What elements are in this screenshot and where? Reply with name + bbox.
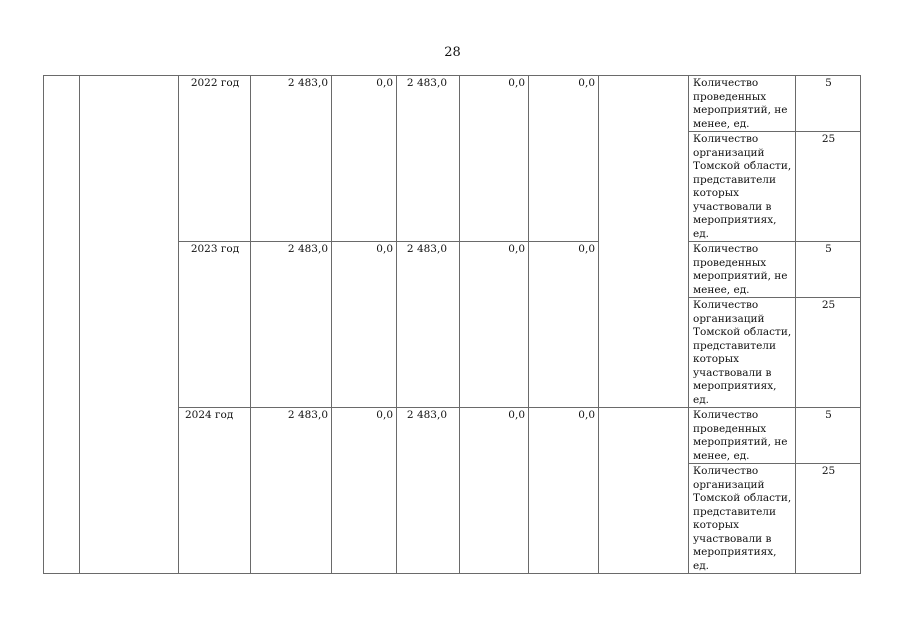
total-cell: 2 483,0 xyxy=(251,242,332,408)
indicator-value: 5 xyxy=(796,408,861,464)
year-cell: 2022 год xyxy=(179,76,251,242)
indicator-value: 25 xyxy=(796,298,861,408)
year-cell: 2024 год xyxy=(179,408,251,574)
local-cell: 0,0 xyxy=(460,242,529,408)
table-row xyxy=(44,76,861,132)
federal-cell: 0,0 xyxy=(332,76,397,242)
indicator-value: 25 xyxy=(796,132,861,242)
empty-cell-name xyxy=(80,76,179,574)
federal-cell: 0,0 xyxy=(332,242,397,408)
page-number: 28 xyxy=(444,45,461,60)
indicator-value: 25 xyxy=(796,464,861,574)
year-cell: 2023 год xyxy=(179,242,251,408)
regional-cell: 2 483,0 xyxy=(397,242,460,408)
indicator-value: 5 xyxy=(796,76,861,132)
indicator-name: Количество проведенных мероприятий, не менее, ед. xyxy=(689,76,796,132)
extra-cell: 0,0 xyxy=(529,408,599,574)
indicator-value: 5 xyxy=(796,242,861,298)
indicator-name: Количество проведенных мероприятий, не менее, ед. xyxy=(689,242,796,298)
local-cell: 0,0 xyxy=(460,408,529,574)
federal-cell: 0,0 xyxy=(332,408,397,574)
indicator-name: Количество организаций Томской области, представители которых участвовали в мероприятиях, ед. xyxy=(689,132,796,242)
total-cell: 2 483,0 xyxy=(251,408,332,574)
total-cell: 2 483,0 xyxy=(251,76,332,242)
empty-cell-executor xyxy=(599,408,689,574)
indicator-name: Количество проведенных мероприятий, не менее, ед. xyxy=(689,408,796,464)
regional-cell: 2 483,0 xyxy=(397,408,460,574)
indicator-name: Количество организаций Томской области, представители которых участвовали в мероприятиях, ед. xyxy=(689,464,796,574)
local-cell: 0,0 xyxy=(460,76,529,242)
extra-cell: 0,0 xyxy=(529,76,599,242)
regional-cell: 2 483,0 xyxy=(397,76,460,242)
empty-cell-no xyxy=(44,76,80,574)
empty-cell-executor xyxy=(599,76,689,408)
indicator-name: Количество организаций Томской области, представители которых участвовали в мероприятиях, ед. xyxy=(689,298,796,408)
budget-table xyxy=(43,75,861,574)
extra-cell: 0,0 xyxy=(529,242,599,408)
